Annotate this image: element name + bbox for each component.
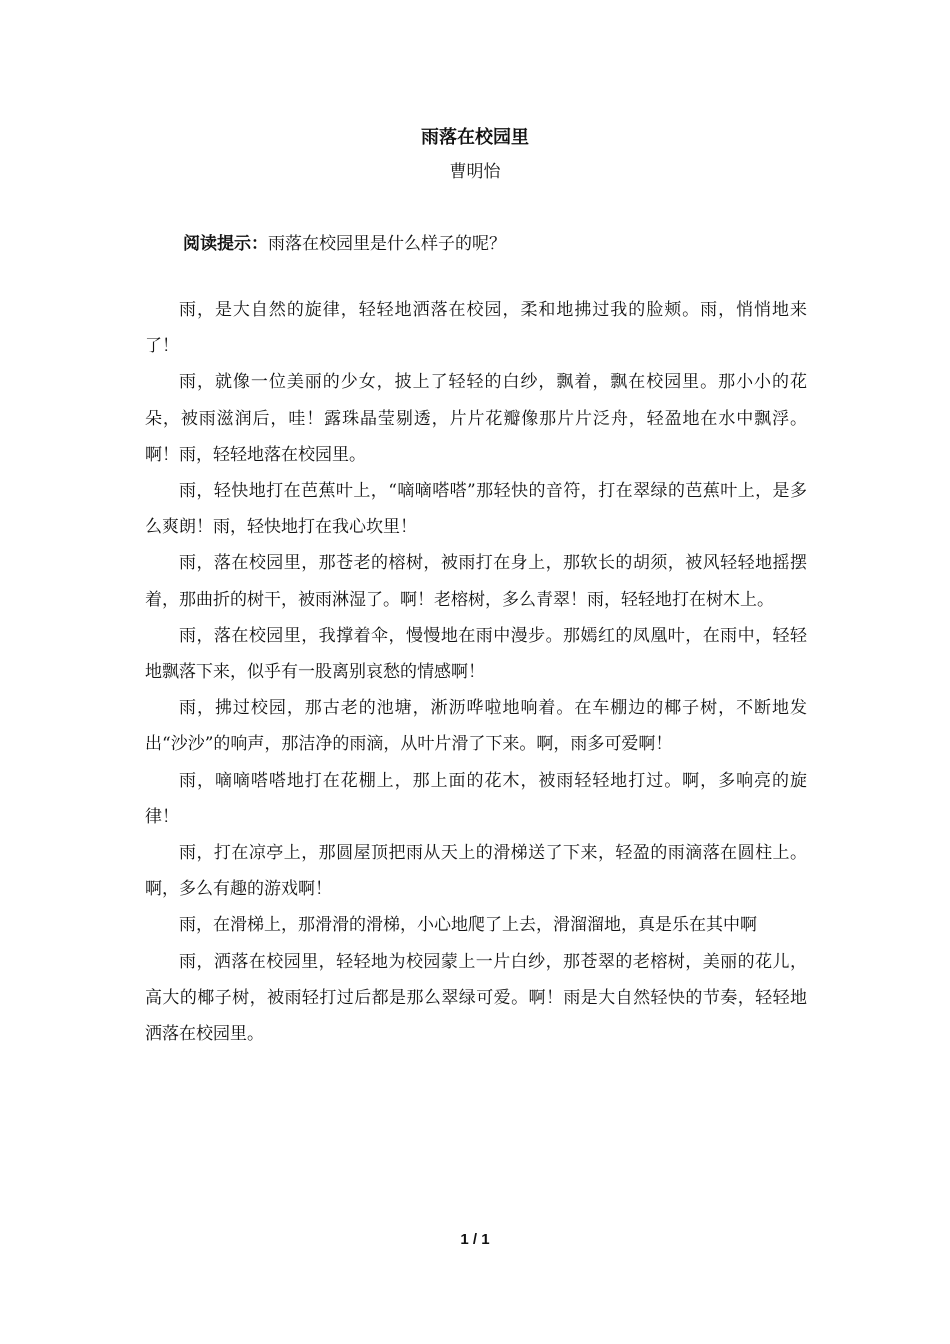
reading-hint-text: 雨落在校园里是什么样子的呢？ (268, 234, 506, 254)
paragraph: 雨，嘀嘀嗒嗒地打在花棚上，那上面的花木，被雨轻轻地打过。啊，多响亮的旋律！ (145, 770, 807, 827)
paragraph: 雨，落在校园里，那苍老的榕树，被雨打在身上，那软长的胡须，被风轻轻地摇摆着，那曲折的树干，被雨淋湿了。啊！老榕树，多么青翠！雨，轻轻地打在树木上。 (145, 553, 807, 610)
paragraph: 雨，打在凉亭上，那圆屋顶把雨从天上的滑梯送了下来，轻盈的雨滴落在圆柱上。啊，多么有趣的游戏啊！ (145, 843, 807, 900)
paragraph: 雨，在滑梯上，那滑滑的滑梯，小心地爬了上去，滑溜溜地，真是乐在其中啊 (179, 915, 757, 936)
paragraph: 雨，拂过校园，那古老的池塘，淅沥哗啦地响着。在车棚边的椰子树，不断地发出“沙沙”的响声，那洁净的雨滴，从叶片滑了下来。啊，雨多可爱啊！ (145, 698, 807, 755)
document-title: 雨落在校园里 (421, 127, 529, 148)
reading-hint (183, 230, 506, 258)
paragraph: 雨，轻快地打在芭蕉叶上，“嘀嘀嗒嗒”那轻快的音符，打在翠绿的芭蕉叶上，是多么爽朗！雨，轻快地打在我心坎里！ (145, 481, 807, 538)
paragraph: 雨，落在校园里，我撑着伞，慢慢地在雨中漫步。那嫣红的凤凰叶，在雨中，轻轻地飘落下来，似乎有一股离别哀愁的情感啊！ (145, 625, 807, 683)
paragraph: 雨，就像一位美丽的少女，披上了轻轻的白纱，飘着，飘在校园里。那小小的花朵，被雨滋润后，哇！露珠晶莹剔透，片片花瓣像那片片泛舟，轻盈地在水中飘浮。啊！雨，轻轻地落在校园里。 (145, 372, 807, 465)
document-author: 曹明怡 (449, 162, 501, 182)
reading-hint-label: 阅读提示： (183, 234, 268, 254)
paragraph: 雨，是大自然的旋律，轻轻地洒落在校园，柔和地拂过我的脸颊。雨，悄悄地来了！ (145, 300, 807, 357)
paragraph: 雨，洒落在校园里，轻轻地为校园蒙上一片白纱，那苍翠的老榕树，美丽的花儿，高大的椰子树，被雨轻打过后都是那么翠绿可爱。啊！雨是大自然轻快的节奏，轻轻地洒落在校园里。 (145, 951, 807, 1045)
page-number: 1 / 1 (460, 1231, 490, 1248)
article-body (145, 292, 807, 1052)
